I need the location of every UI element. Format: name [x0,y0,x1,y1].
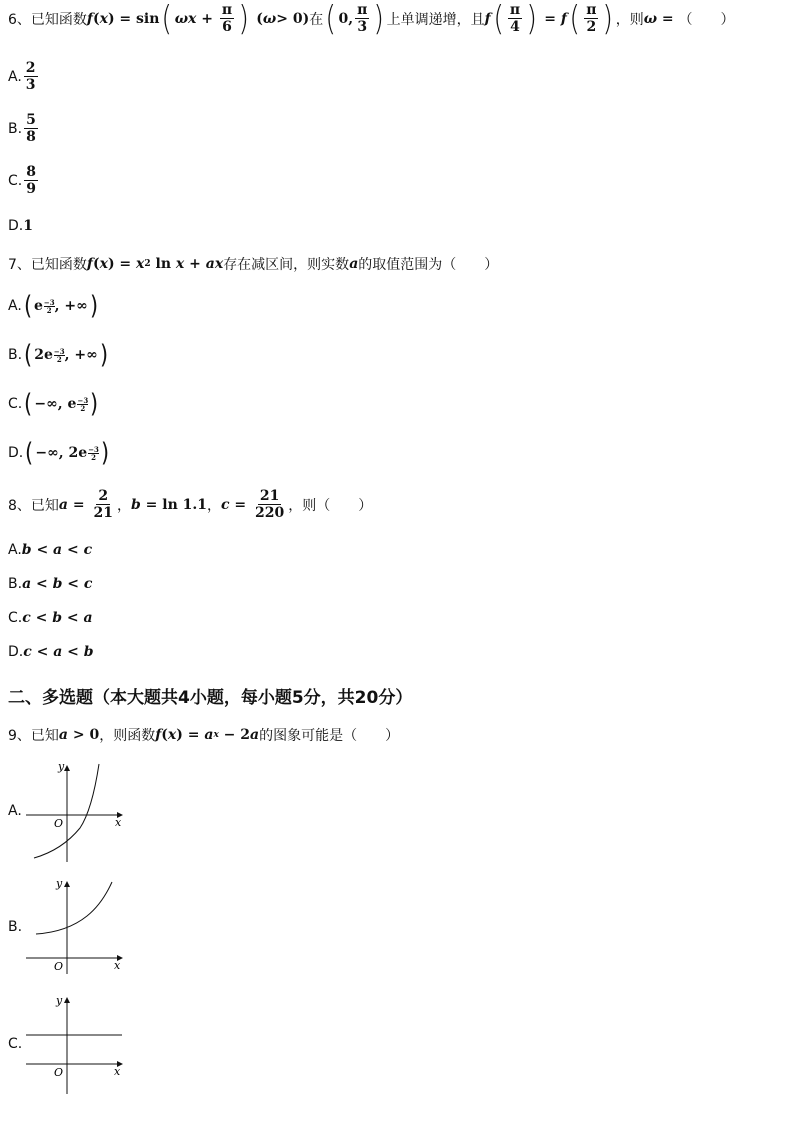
q9-option-c-label[interactable]: C. [8,1036,23,1052]
q6-function: f [86,10,93,27]
q6-option-a[interactable]: A. $\frac{2}{3}$ [8,60,36,93]
q7-option-c[interactable]: C. ( −∞, e $\frac{-3}{2}$ ) [8,389,99,419]
q9-option-a-label[interactable]: A. [8,803,22,819]
q8-option-d[interactable]: D. c < a < b [8,644,94,660]
x-axis-label: x [114,959,121,972]
y-axis-label: y [56,994,63,1007]
q8-option-a[interactable]: A. b < a < c [8,542,93,558]
q6-option-c[interactable]: C. $\frac{8}{9}$ [8,164,36,197]
y-axis-label: y [56,877,63,890]
q6-option-b[interactable]: B. $\frac{5}{8}$ [8,112,36,145]
origin-label: O [54,960,64,973]
q9-option-b-label[interactable]: B. [8,919,23,935]
q7-option-b[interactable]: B. ( 2e $\frac{-3}{2}$ , +∞ ) [8,340,108,370]
y-axis-label: y [58,760,65,773]
origin-label: O [54,817,64,830]
q7-option-d[interactable]: D. ( −∞, 2e $\frac{-3}{2}$ ) [8,438,110,468]
section-title: 二、多选题（本大题共4小题，每小题5分，共20分） [8,688,413,708]
q6-stem: 6、 已知函数 f ( x ) = sin ( ωx + $\frac{\pi}{6}$ ) ( ω > 0) 在 ( 0, $\frac{\pi}{3}$ ) 上单调递增，且 f ( $\frac{\pi}{4}$ ) = f ( $\frac{\pi}{2}$ ) ，则 ω = （ ） [8,0,735,39]
q9-graph-b[interactable] [22,876,132,976]
origin-label: O [54,1066,64,1079]
q9-stem: 9、 已知 a > 0 ，则函数 f ( x ) = a x − 2 a 的图象可能是（ ） [8,727,400,744]
x-axis-label: x [115,816,122,829]
q8-option-b[interactable]: B. a < b < c [8,576,93,592]
q6-option-d[interactable]: D. 1 [8,218,33,234]
q8-stem: 8、 已知 a = $\frac{2}{21}$ ， b = ln 1.1 ， c = $\frac{21}{220}$ ，则（ ） [8,488,373,521]
q7-stem: 7、 已知函数 f ( x ) = x 2 ln x + ax 存在减区间，则实数 a 的取值范围为（ ） [8,256,499,273]
q9-graph-c[interactable] [22,992,132,1096]
q9-graph-a[interactable] [22,760,132,864]
q8-option-c[interactable]: C. c < b < a [8,610,93,626]
x-axis-label: x [114,1065,121,1078]
q7-option-a[interactable]: A. ( e $\frac{-3}{2}$ , +∞ ) [8,291,98,321]
curve [36,882,112,934]
